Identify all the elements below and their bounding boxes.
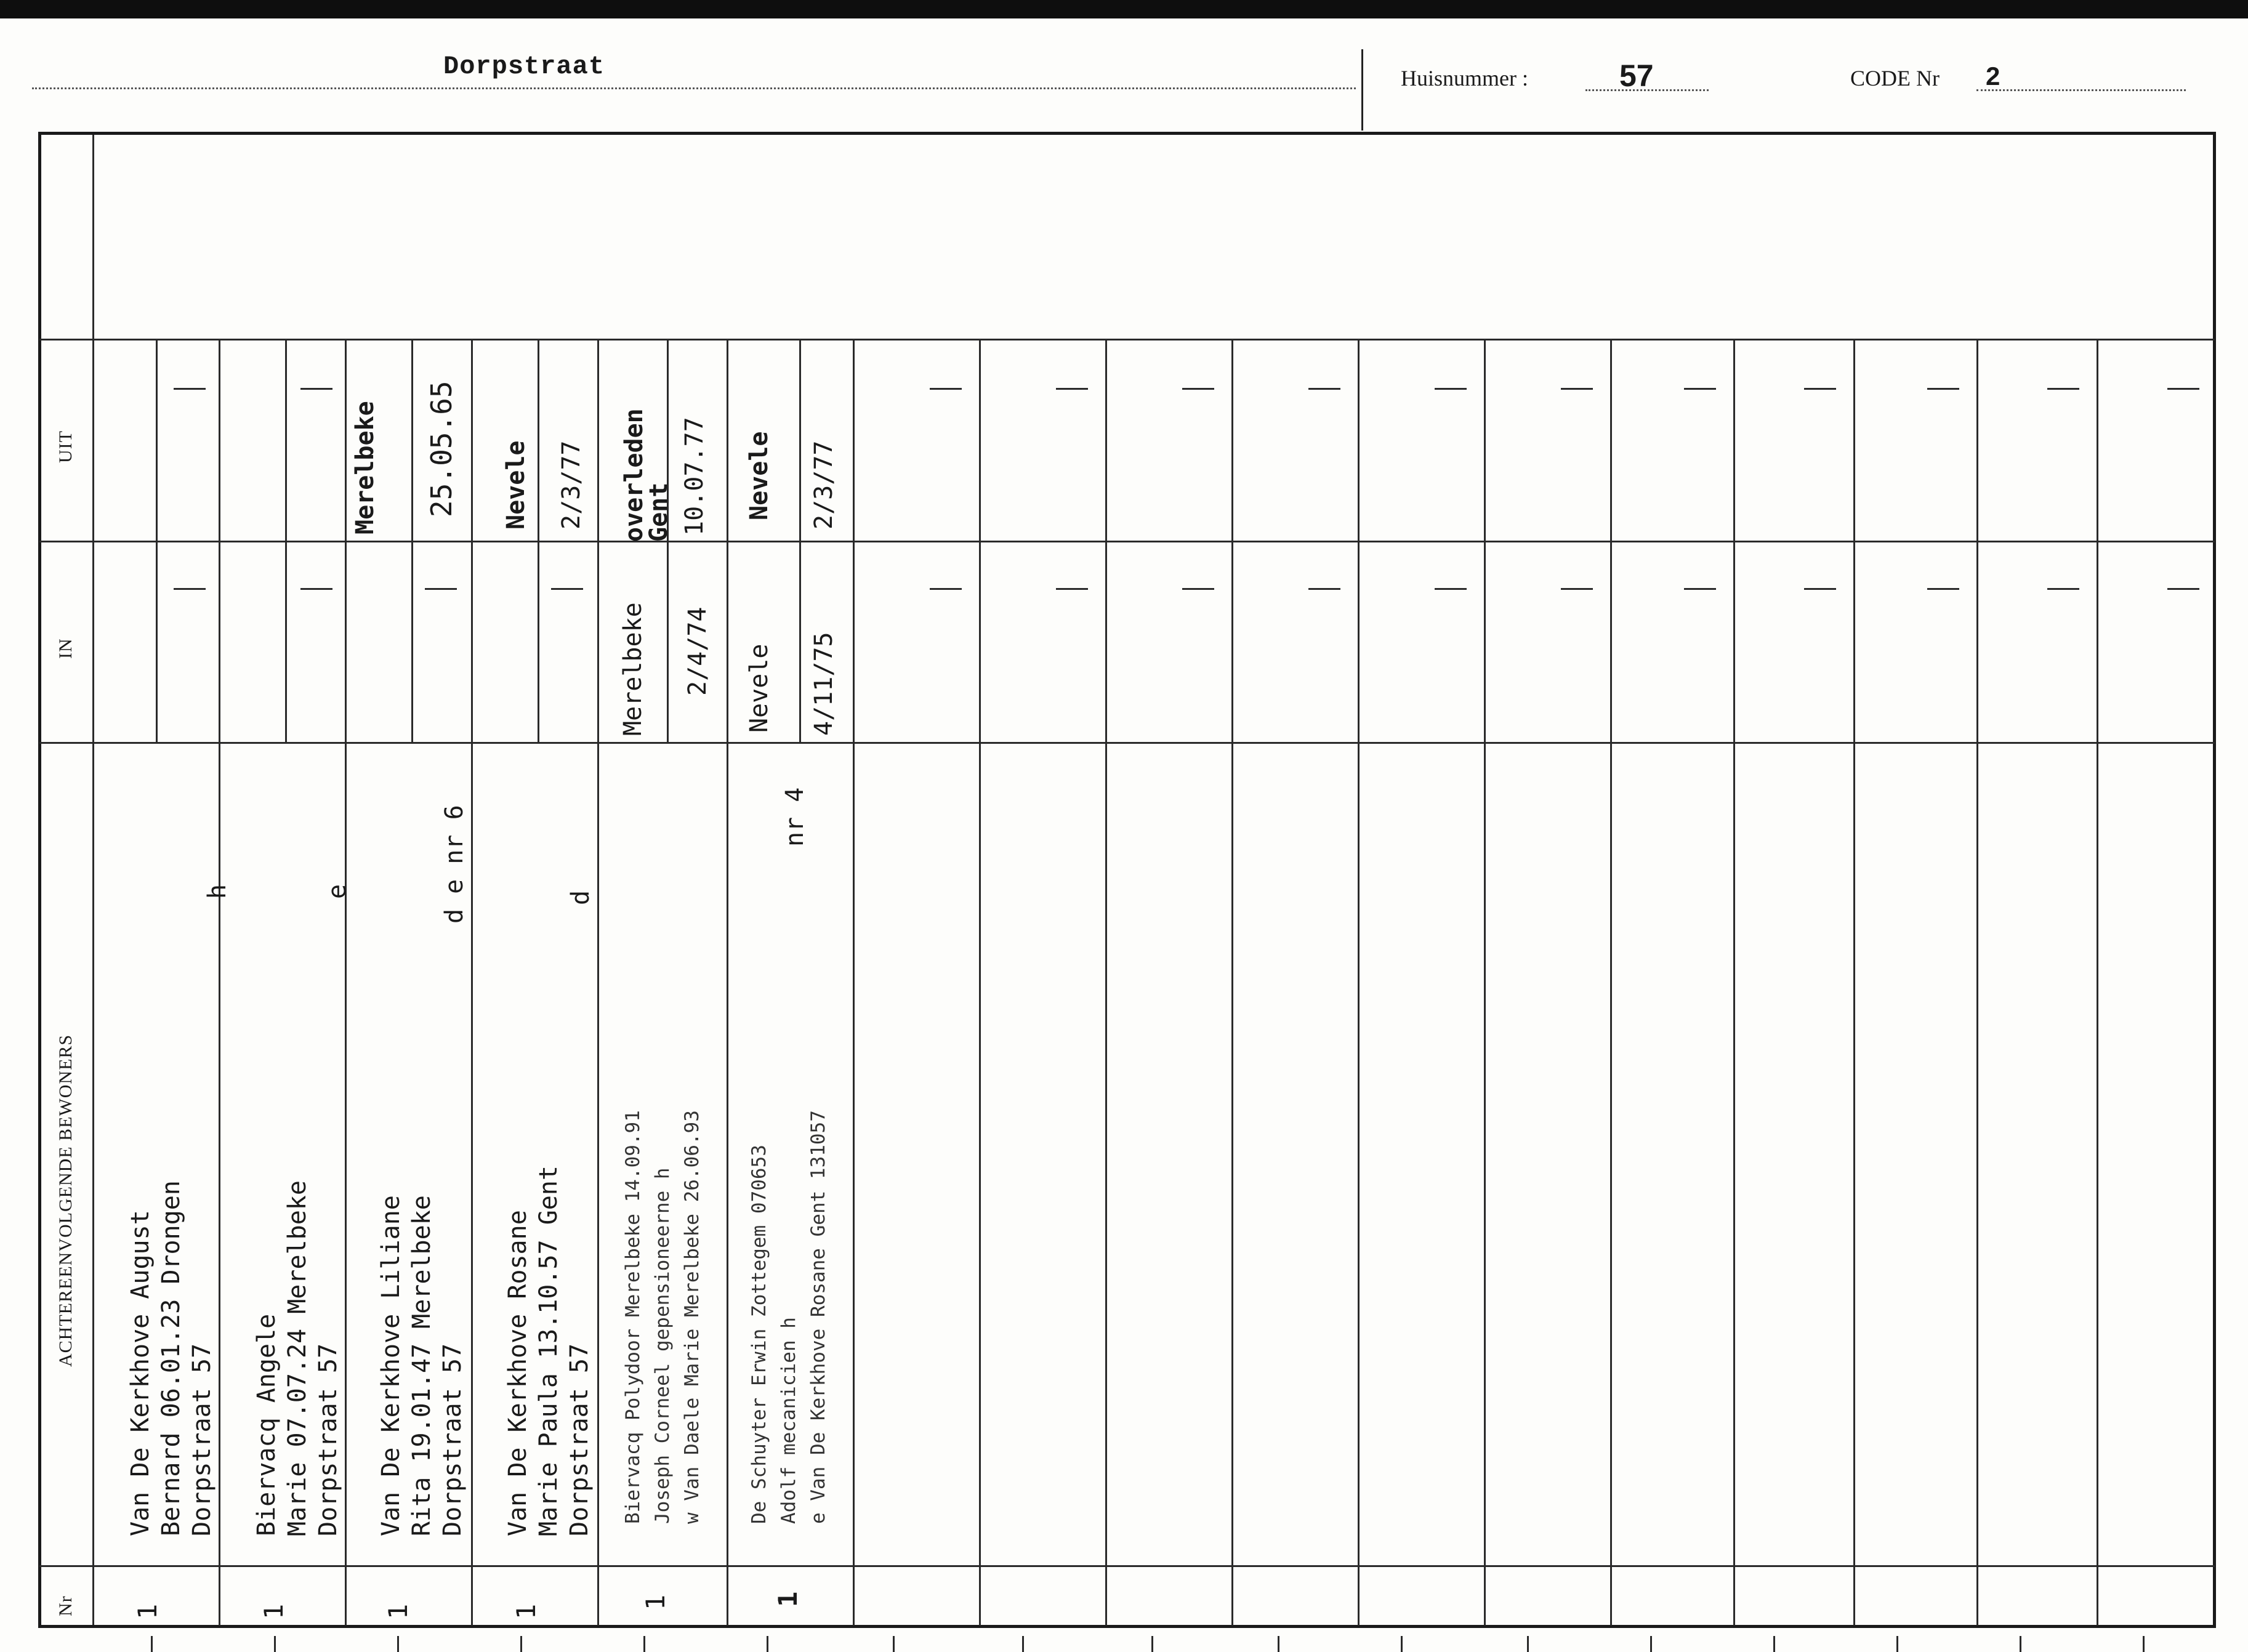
record-line: Dorpstraat 57 <box>188 1343 216 1536</box>
uit-place: Merelbeke <box>351 401 379 534</box>
label-line-1 <box>39 339 95 340</box>
col-line <box>1105 339 1107 1626</box>
record-nr: 1 <box>511 1603 541 1619</box>
nr-section-label: Nr <box>55 1595 76 1616</box>
in-bewoners-line <box>94 742 2215 744</box>
empty-dash <box>1435 388 1467 390</box>
record-line: Marie Paula 13.10.57 Gent <box>534 1165 563 1536</box>
empty-dash <box>1684 588 1716 590</box>
record-code: nr 4 <box>781 787 809 847</box>
empty-dash <box>1684 388 1716 390</box>
record-nr: 1 <box>132 1603 163 1619</box>
label-line-4 <box>39 1565 95 1567</box>
empty-dash <box>300 588 332 590</box>
record-line: Dorpstraat 57 <box>565 1343 594 1536</box>
record-line: Biervacq Angele <box>252 1313 281 1536</box>
col-line <box>1231 339 1233 1626</box>
record-line: Dorpstraat 57 <box>438 1343 467 1536</box>
empty-dash <box>1056 388 1088 390</box>
record-nr: 1 <box>259 1603 289 1619</box>
empty-dash <box>1561 588 1593 590</box>
uit-date: 10.07.77 <box>680 417 709 536</box>
empty-dash <box>1804 588 1836 590</box>
empty-dash <box>174 588 206 590</box>
empty-dash <box>2167 588 2199 590</box>
in-date: 2/4/74 <box>683 606 712 696</box>
record-line: Van De Kerkhove Rosane <box>504 1210 532 1536</box>
header-separator <box>1361 49 1363 131</box>
in-place: Nevele <box>745 643 773 733</box>
code-value: 2 <box>1986 62 2000 91</box>
bottom-tick <box>2020 1636 2021 1652</box>
col-line <box>1853 339 1855 1626</box>
record-code: h <box>203 884 232 899</box>
col-line <box>597 339 599 1626</box>
empty-dash <box>1804 388 1836 390</box>
bottom-tick <box>643 1636 645 1652</box>
empty-dash <box>425 588 457 590</box>
empty-dash <box>1308 388 1340 390</box>
empty-dash <box>2047 388 2079 390</box>
record-line: Adolf mecanicien h <box>778 1317 800 1524</box>
col-line <box>727 339 728 1626</box>
record-nr: 1 <box>640 1594 671 1610</box>
bottom-tick <box>2143 1636 2145 1652</box>
uit-date: 25.05.65 <box>425 381 458 517</box>
col-line <box>219 339 220 1626</box>
scan-top-border <box>0 0 2248 18</box>
record-line: Van De Kerkhove August <box>126 1210 155 1536</box>
huisnummer-dotted-line <box>1585 89 1709 91</box>
empty-dash <box>1308 588 1340 590</box>
label-line-3 <box>39 742 95 744</box>
bottom-tick <box>1650 1636 1652 1652</box>
record-line: Biervacq Polydoor Merelbeke 14.09.91 <box>622 1110 644 1524</box>
record-code: d <box>566 890 595 905</box>
code-dotted-line <box>1976 89 2186 91</box>
bottom-tick <box>1151 1636 1153 1652</box>
record-nr: 1 <box>773 1591 803 1607</box>
empty-dash <box>1435 588 1467 590</box>
subcol-line <box>799 339 801 742</box>
bottom-tick <box>151 1636 153 1652</box>
label-line-2 <box>39 541 95 542</box>
bottom-tick <box>767 1636 768 1652</box>
col-line <box>1484 339 1486 1626</box>
empty-dash <box>1056 588 1088 590</box>
subcol-line <box>411 339 413 742</box>
bottom-tick <box>893 1636 895 1652</box>
empty-dash <box>1182 388 1214 390</box>
record-line: Marie 07.07.24 Merelbeke <box>283 1180 312 1536</box>
bottom-tick <box>1278 1636 1279 1652</box>
record-code: d e nr 6 <box>440 805 469 924</box>
record-line: Rita 19.01.47 Merelbeke <box>408 1195 436 1536</box>
uit-place: Nevele <box>502 440 530 530</box>
bewoners-section-label: ACHTEREENVOLGENDE BEWONERS <box>55 1034 76 1367</box>
subcol-line <box>156 339 158 742</box>
uit-section-label: UIT <box>55 430 76 463</box>
record-line: Van De Kerkhove Liliane <box>377 1195 405 1536</box>
col-line <box>1976 339 1978 1626</box>
record-line: Joseph Corneel gepensioneerne h <box>651 1167 674 1524</box>
empty-dash <box>1182 588 1214 590</box>
record-nr: 1 <box>383 1603 413 1619</box>
col-line <box>471 339 473 1626</box>
in-date: 4/11/75 <box>810 632 838 736</box>
uit-place: overleden Gent <box>620 408 673 542</box>
bottom-tick <box>1401 1636 1403 1652</box>
empty-dash <box>300 388 332 390</box>
huisnummer-value: 57 <box>1619 58 1654 93</box>
col-line <box>2097 339 2098 1626</box>
bottom-tick <box>274 1636 276 1652</box>
street-dotted-line <box>32 87 1356 89</box>
subcol-line <box>285 339 287 742</box>
uit-date: 2/3/77 <box>557 440 586 530</box>
empty-dash <box>1927 388 1959 390</box>
empty-dash <box>174 388 206 390</box>
huisnummer-label: Huisnummer : <box>1401 66 1528 91</box>
bewoners-nr-line <box>94 1565 2215 1567</box>
col-line <box>345 339 347 1626</box>
in-place: Merelbeke <box>619 602 647 736</box>
empty-dash <box>930 388 962 390</box>
bottom-tick <box>1527 1636 1529 1652</box>
empty-dash <box>2167 388 2199 390</box>
in-section-label: IN <box>55 638 76 659</box>
empty-dash <box>551 588 583 590</box>
code-label: CODE Nr <box>1850 66 1940 91</box>
record-line: Bernard 06.01.23 Drongen <box>157 1180 185 1536</box>
empty-dash <box>1561 388 1593 390</box>
empty-dash <box>2047 588 2079 590</box>
col-line <box>1610 339 1612 1626</box>
col-line <box>1358 339 1360 1626</box>
empty-dash <box>1927 588 1959 590</box>
col-line <box>979 339 981 1626</box>
bottom-tick <box>397 1636 399 1652</box>
col-line <box>853 339 855 1626</box>
record-line: Dorpstraat 57 <box>314 1343 342 1536</box>
subcol-line <box>538 339 539 742</box>
bottom-tick <box>1896 1636 1898 1652</box>
bottom-tick <box>520 1636 522 1652</box>
record-code: e <box>323 884 352 899</box>
label-column-line <box>92 135 94 1625</box>
uit-place: Nevele <box>745 431 773 520</box>
bottom-tick <box>1773 1636 1775 1652</box>
record-line: w Van Daele Marie Merelbeke 26.06.93 <box>681 1110 703 1524</box>
uit-date: 2/3/77 <box>810 440 838 530</box>
registration-form <box>38 132 2216 1628</box>
record-line: e Van De Kerkhove Rosane Gent 131057 <box>807 1110 829 1524</box>
bottom-tick <box>1022 1636 1024 1652</box>
record-line: De Schuyter Erwin Zottegem 070653 <box>748 1145 770 1524</box>
street-name: Dorpstraat <box>443 52 605 81</box>
empty-dash <box>930 588 962 590</box>
col-line <box>1733 339 1735 1626</box>
